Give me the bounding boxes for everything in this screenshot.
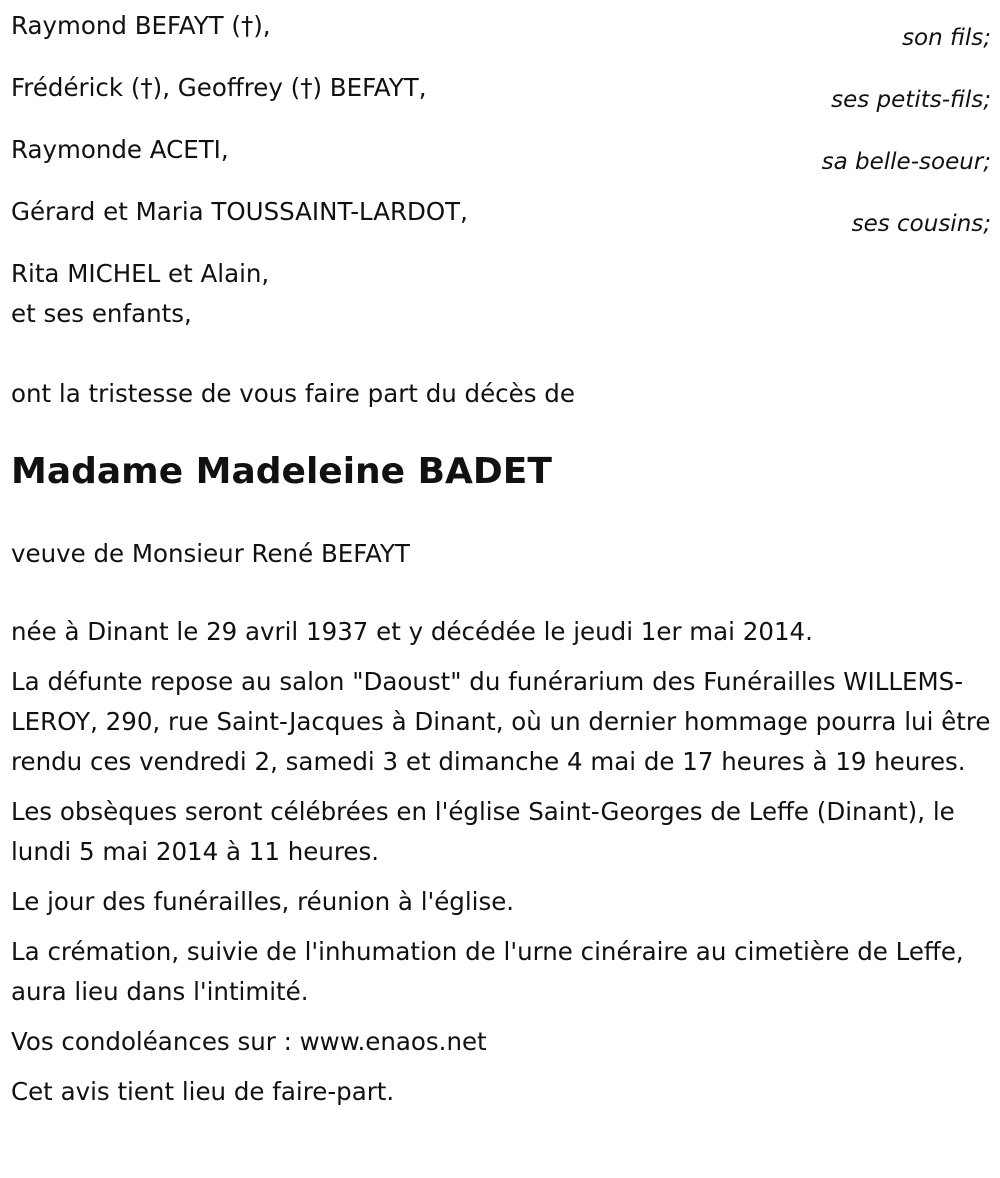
family-relation: ses cousins; — [851, 211, 991, 237]
family-relation: sa belle-soeur; — [821, 149, 991, 175]
obituary-notice — [11, 6, 991, 1122]
deceased-name: Madame Madeleine BADET — [11, 451, 552, 492]
notice-paragraph: Cet avis tient lieu de faire-part. — [11, 1077, 395, 1106]
notice-paragraph: née à Dinant le 29 avril 1937 et y décédée le jeudi 1er mai 2014. — [11, 617, 813, 646]
family-name: Gérard et Maria TOUSSAINT-LARDOT, — [11, 197, 468, 226]
notice-paragraph: La défunte repose au salon "Daoust" du funérarium des Funérailles WILLEMS-LEROY, 290, rue Saint-Jacques à Dinant, où un dernier hommage pourra lui être rendu ces vendredi 2, samedi 3 et dimanche 4 mai de 17 heures à 19 heures. — [11, 667, 991, 776]
family-list — [11, 6, 991, 334]
notice-paragraphs — [11, 612, 991, 1112]
family-entry — [11, 192, 991, 236]
family-entry — [11, 6, 991, 50]
family-entry — [11, 68, 991, 112]
family-name: Raymond BEFAYT (†), — [11, 11, 271, 40]
family-entry — [11, 254, 991, 334]
family-name: Rita MICHEL et Alain, — [11, 259, 270, 288]
condolences-paragraph: Vos condoléances sur : www.enaos.net — [11, 1027, 487, 1056]
family-name: Frédérick (†), Geoffrey (†) BEFAYT, — [11, 73, 427, 102]
family-entry — [11, 130, 991, 174]
notice-paragraph: Les obsèques seront célébrées en l'église Saint-Georges de Leffe (Dinant), le lundi 5 mai 2014 à 11 heures. — [11, 797, 955, 866]
widow-of-text: veuve de Monsieur René BEFAYT — [11, 539, 410, 568]
notice-paragraph: La crémation, suivie de l'inhumation de l'urne cinéraire au cimetière de Leffe, aura lieu dans l'intimité. — [11, 937, 964, 1006]
family-name: et ses enfants, — [11, 299, 192, 328]
family-relation: son fils; — [902, 25, 991, 51]
family-name: Raymonde ACETI, — [11, 135, 229, 164]
notice-paragraph: Le jour des funérailles, réunion à l'église. — [11, 887, 515, 916]
family-relation: ses petits-fils; — [831, 87, 991, 113]
intro-text: ont la tristesse de vous faire part du décès de — [11, 379, 575, 408]
